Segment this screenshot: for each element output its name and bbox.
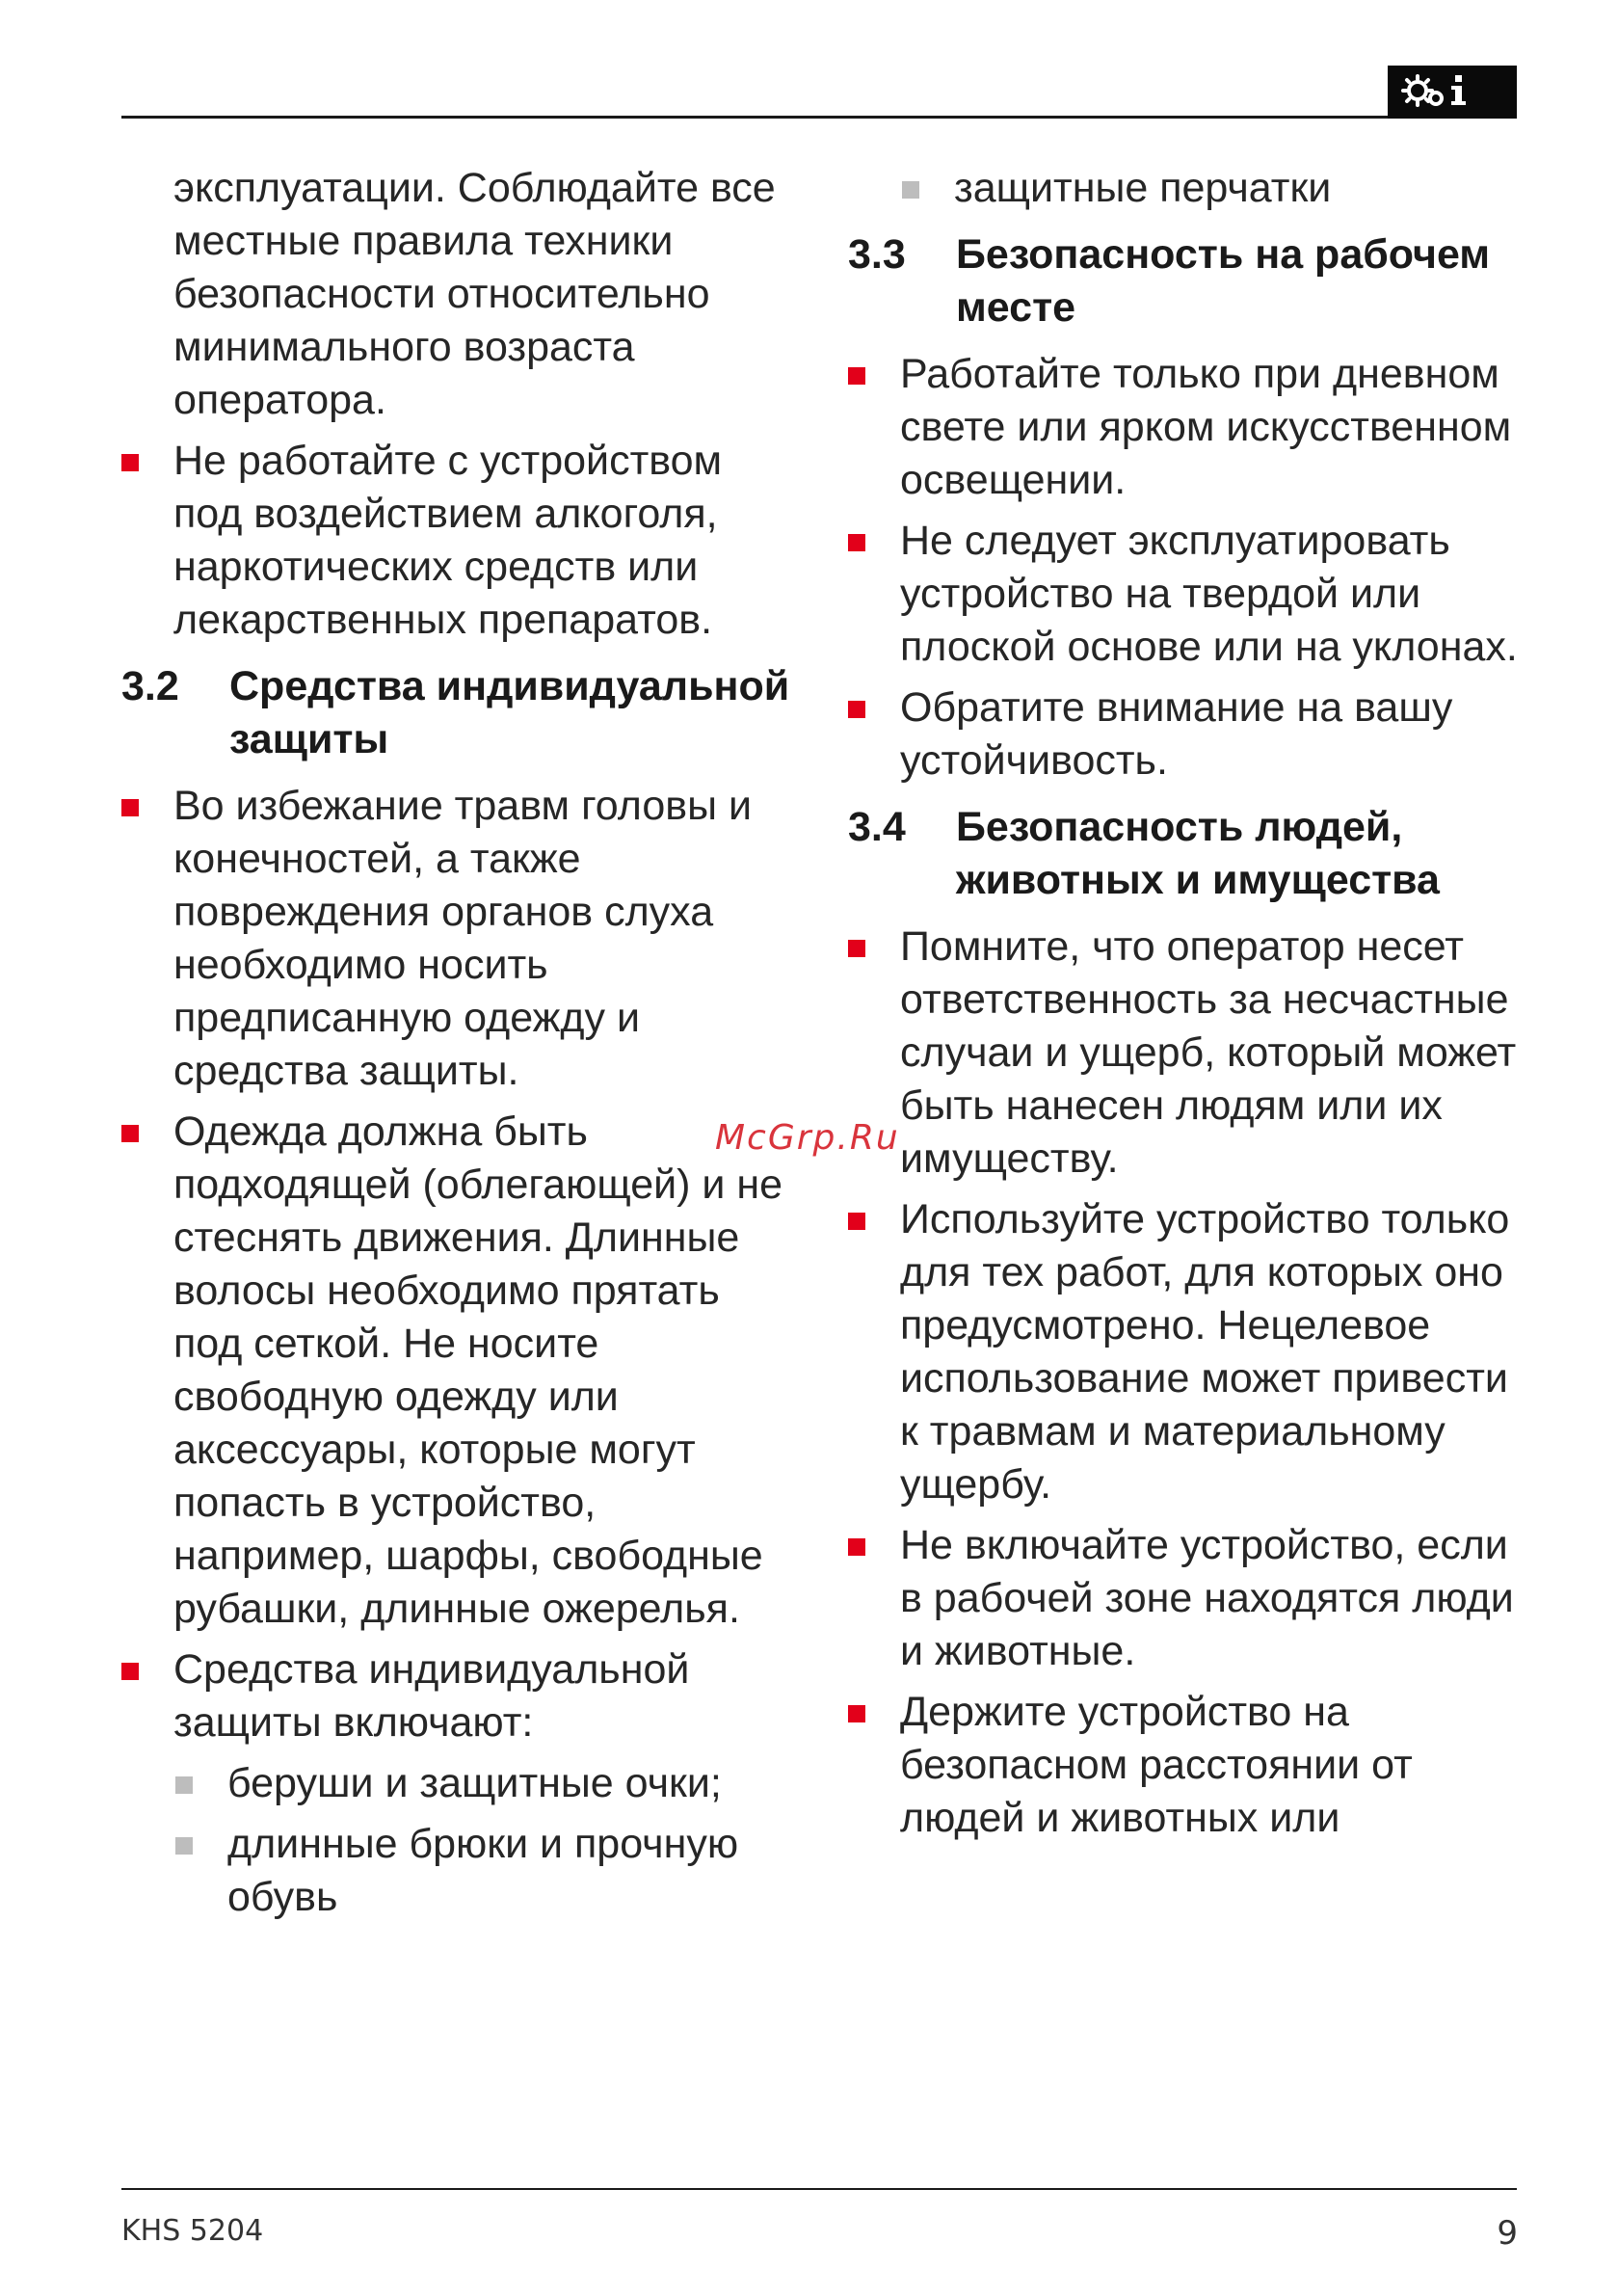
list-item <box>848 1686 1523 1845</box>
gears-info-icon <box>1388 66 1517 119</box>
list-item-text: Не работайте с устройством под воздействием алкоголя, наркотических средств или лекарственных препаратов. <box>173 438 723 643</box>
section-number: 3.2 <box>121 663 179 709</box>
red-square-bullet-icon <box>848 1538 865 1556</box>
sub-list-item-text: защитные перчатки <box>954 165 1332 211</box>
list-item <box>848 681 1523 788</box>
grey-square-bullet-icon <box>175 1837 193 1855</box>
list-item-text: Не следует эксплуатировать устройство на твердой или плоской основе или на уклонах. <box>900 518 1518 670</box>
list-item-text: Средства индивидуальной защиты включают: <box>173 1646 690 1746</box>
list-item <box>121 780 796 1098</box>
list-item-text: Помните, что оператор несет ответственность за несчастные случаи и ущерб, который может быть нанесен людям или их имуществу. <box>900 923 1517 1182</box>
red-square-bullet-icon <box>848 701 865 718</box>
header-rule <box>121 116 1517 119</box>
section-heading-3-3 <box>848 228 1523 334</box>
list-item-text: Используйте устройство только для тех работ, для которых оно предусмотрено. Нецелевое использование может привести к травмам и материальному ущербу. <box>900 1196 1510 1508</box>
list-item <box>121 1106 796 1636</box>
section-title: Безопасность на рабочем месте <box>956 231 1491 331</box>
list-item <box>121 1643 796 1749</box>
grey-square-bullet-icon <box>175 1776 193 1794</box>
footer-model: KHS 5204 <box>121 2214 264 2248</box>
section-number: 3.4 <box>848 804 906 850</box>
red-square-bullet-icon <box>121 1663 139 1680</box>
list-item <box>848 1193 1523 1511</box>
section-title: Средства индивидуальной защиты <box>229 663 790 762</box>
right-column <box>848 162 1523 1853</box>
red-square-bullet-icon <box>121 1125 139 1142</box>
list-item-text: Во избежание травм головы и конечностей, а также повреждения органов слуха необходимо носить предписанную одежду и средства защиты. <box>173 783 752 1094</box>
list-item-text: Обратите внимание на вашу устойчивость. <box>900 684 1453 784</box>
footer-rule <box>121 2188 1517 2190</box>
sub-list-item-text: беруши и защитные очки; <box>227 1760 722 1806</box>
red-square-bullet-icon <box>121 454 139 471</box>
sub-list-item <box>121 1818 796 1924</box>
red-square-bullet-icon <box>848 940 865 957</box>
section-heading-3-4 <box>848 801 1523 907</box>
paragraph-continuation: эксплуатации. Соблюдайте все местные правила техники безопасности относительно минимального возраста оператора. <box>173 165 776 423</box>
section-number: 3.3 <box>848 231 906 278</box>
list-item-text: Одежда должна быть подходящей (облегающей) и не стеснять движения. Длинные волосы необходимо прятать под сеткой. Не носите свободную одежду или аксессуары, которые могут попасть в устройство, например, шарфы, свободные рубашки, длинные ожерелья. <box>173 1108 783 1632</box>
list-item <box>848 921 1523 1186</box>
section-heading-3-2 <box>121 660 796 766</box>
sub-list-item <box>848 162 1523 215</box>
red-square-bullet-icon <box>848 367 865 385</box>
page-number: 9 <box>1497 2214 1518 2253</box>
list-item <box>121 435 796 647</box>
red-square-bullet-icon <box>848 1705 865 1722</box>
red-square-bullet-icon <box>848 1213 865 1230</box>
list-item-text: Держите устройство на безопасном расстоянии от людей и животных или <box>900 1689 1413 1841</box>
list-item-text: Не включайте устройство, если в рабочей зоне находятся люди и животные. <box>900 1522 1514 1674</box>
grey-square-bullet-icon <box>902 181 919 199</box>
left-column <box>121 162 796 1932</box>
list-item <box>848 1519 1523 1678</box>
list-item <box>848 515 1523 674</box>
list-item <box>848 348 1523 507</box>
list-item-text: Работайте только при дневном свете или ярком искусственном освещении. <box>900 351 1512 503</box>
red-square-bullet-icon <box>848 534 865 551</box>
section-title: Безопасность людей, животных и имущества <box>956 804 1440 903</box>
watermark: McGrp.Ru <box>715 1118 900 1158</box>
sub-list-item-text: длинные брюки и прочную обувь <box>227 1821 739 1920</box>
sub-list-item <box>121 1757 796 1810</box>
red-square-bullet-icon <box>121 799 139 816</box>
